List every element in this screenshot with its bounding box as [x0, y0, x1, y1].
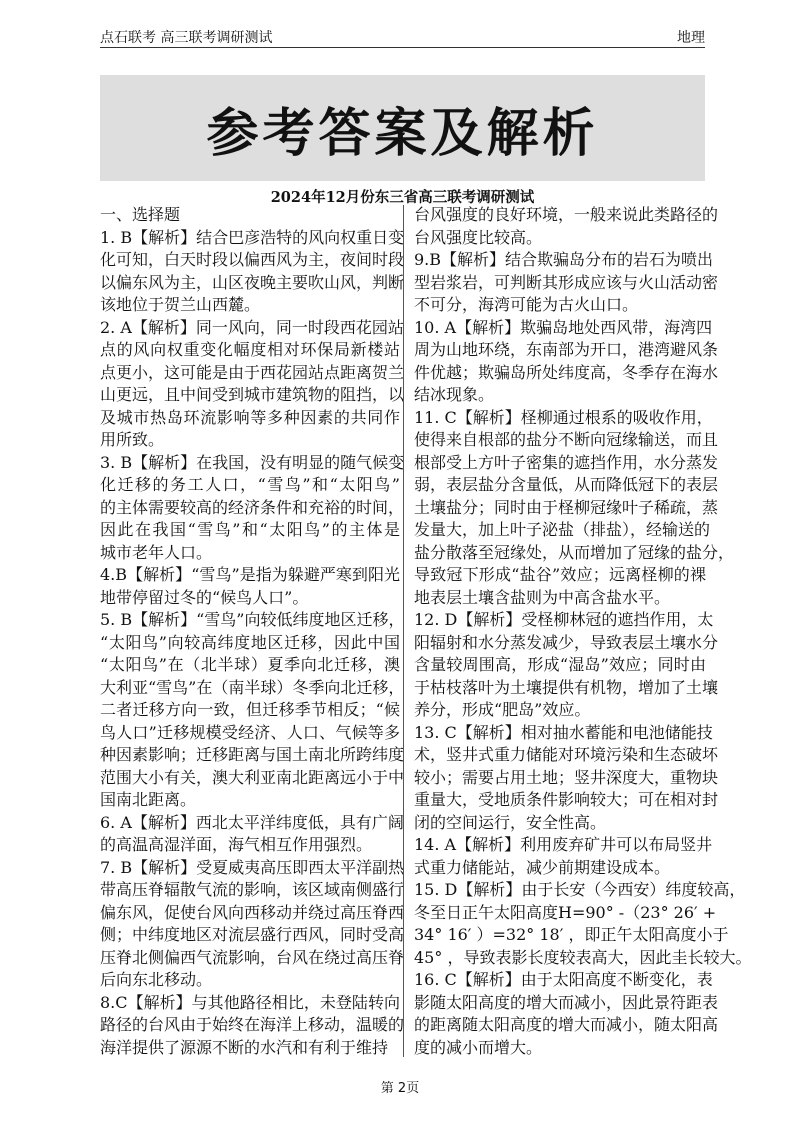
text-line: 3. B【解析】在我国，没有明显的随气候变	[100, 452, 405, 472]
text-line: “太阳鸟”在（北半球）夏季向北迁移，澳	[100, 655, 400, 674]
text-line: 闭的空间运行，安全性高。	[414, 812, 607, 832]
text-line: 45° ，导致表影长度较表高大，因此圭长较大。	[414, 947, 752, 967]
text-line: 阳辐射和水分蒸发减少，导致表层土壤水分	[414, 632, 719, 652]
text-line: 重量大，受地质条件影响较大；可在相对封	[414, 790, 719, 809]
text-line: 结冰现象。	[414, 385, 495, 404]
text-line: 导致冠下形成“盐谷”效应；远离柽柳的裸	[414, 565, 706, 584]
text-line: 6. A【解析】西北太平洋纬度低，具有广阔	[100, 812, 404, 832]
text-line: 于枯枝落叶为土壤提供有机物，增加了土壤	[414, 677, 719, 697]
answer-item	[100, 564, 400, 609]
text-line: 的高温高湿洋面，海气相互作用强烈。	[100, 835, 373, 854]
text-line: 影随太阳高度的增大而减小，因此景符距表	[414, 992, 719, 1012]
text-line: 式重力储能站，减少前期建设成本。	[414, 857, 671, 877]
text-line: 盐分散落至冠缘处，从而增加了冠缘的盐分，	[414, 542, 735, 562]
text-line: 用所致。	[100, 430, 165, 449]
answer-item	[414, 969, 719, 1059]
text-line: 化迁移的务工人口，“雪鸟”和“太阳鸟”	[100, 475, 400, 494]
header-subject: 地理	[677, 30, 705, 46]
answer-item	[100, 857, 405, 992]
header-exam-name: 点石联考 高三联考调研测试	[100, 30, 273, 46]
text-line: 化可知，白天时段以偏西风为主，夜间时段	[100, 250, 405, 269]
text-line: 12. D【解析】受柽柳林冠的遮挡作用，太	[414, 610, 714, 629]
exam-subtitle: 2024年12月份东三省高三联考调研测试	[270, 189, 535, 206]
text-line: 的距离随太阳高度的增大而减小，随太阳高	[414, 1015, 719, 1034]
text-line: 地表层土壤含盐则为中高含盐水平。	[414, 587, 671, 607]
text-line: 点更小，这可能是由于西花园站点距离贺兰	[100, 362, 405, 382]
text-line: 14. A【解析】利用废弃矿井可以布局竖井	[414, 835, 713, 854]
text-line: 不可分，海湾可能为古火山口。	[414, 295, 639, 314]
page-title: 参考答案及解析	[206, 102, 599, 164]
text-line: 台风强度比较高。	[414, 227, 543, 247]
text-line: 该地位于贺兰山西麓。	[100, 295, 261, 314]
text-line: 5. B【解析】“雪鸟”向较低纬度地区迁移，	[100, 610, 405, 629]
answer-item	[414, 249, 719, 317]
answer-item	[414, 317, 719, 407]
text-line: 13. C【解析】相对抽水蓄能和电池储能技	[414, 722, 713, 742]
text-line: 11. C【解析】柽柳通过根系的吸收作用，	[414, 407, 713, 427]
text-line: 9.B【解析】结合欺骗岛分布的岩石为喷出	[414, 250, 714, 269]
answer-item	[414, 407, 735, 610]
text-line: 国南北距离。	[100, 790, 197, 809]
text-line: 路径的台风由于始终在海洋上移动，温暖的	[100, 1015, 405, 1034]
left-column	[100, 204, 405, 1059]
text-line: 根部受上方叶子密集的遮挡作用，水分蒸发	[414, 452, 719, 472]
text-line: 的主体需要较高的经济条件和充裕的时间，	[100, 497, 405, 517]
text-line: 带高压脊辐散气流的影响，该区域南侧盛行	[100, 880, 405, 899]
text-line: 使得来自根部的盐分不断向冠缘输送，而且	[414, 430, 719, 449]
answer-item	[100, 317, 405, 452]
text-line: 以偏东风为主，山区夜晚主要吹山风，判断	[100, 272, 405, 292]
text-line: 范围大小有关，澳大利亚南北距离远小于中	[100, 767, 405, 787]
text-line: 二者迁移方向一致，但迁移季节相反；“候	[100, 700, 400, 719]
text-line: 2. A【解析】同一风向，同一时段西花园站	[100, 317, 404, 337]
text-line: 后向东北移动。	[100, 970, 213, 989]
answer-item	[414, 834, 713, 879]
answer-item	[100, 452, 405, 565]
text-line: 及城市热岛环流影响等多种因素的共同作	[100, 407, 400, 427]
text-line: 海洋提供了源源不断的水汽和有利于维持	[100, 1037, 389, 1057]
text-line: “太阳鸟”向较高纬度地区迁移，因此中国	[100, 632, 400, 652]
text-line: 点的风向权重变化幅度相对环保局新楼站	[100, 340, 400, 359]
text-line: 术，竖井式重力储能对环境污染和生态破坏	[414, 745, 719, 764]
text-line: 种因素影响；迁移距离与国土南北所跨纬度	[100, 745, 405, 764]
text-line: 侧；中纬度地区对流层盛行西风，同时受高	[100, 925, 405, 944]
text-line: 34° 16′ ）=32° 18′ ，即正午太阳高度小于	[414, 925, 729, 944]
text-line: 含量较周围高，形成“湿岛”效应；同时由	[414, 655, 706, 674]
right-column	[414, 204, 752, 1059]
answer-item	[100, 609, 405, 812]
text-line: 较小；需要占用土地；竖井深度大，重物块	[414, 767, 719, 787]
text-line: 度的减小而增大。	[414, 1037, 543, 1057]
text-line: 件优越；欺骗岛所处纬度高，冬季存在海水	[414, 362, 719, 382]
text-line: 15. D【解析】由于长安（今西安）纬度较高，	[414, 880, 746, 899]
answer-item	[414, 204, 719, 249]
text-line: 台风强度的良好环境，一般来说此类路径的	[414, 205, 719, 224]
section-heading	[100, 204, 400, 227]
text-line: 鸟人口”迁移规模受经济、人口、气候等多	[100, 722, 400, 742]
text-line: 8.C【解析】与其他路径相比，未登陆转向	[100, 992, 400, 1012]
text-line: 土壤盐分；同时由于柽柳冠缘叶子稀疏，蒸	[414, 497, 719, 517]
text-line: 弱，表层盐分含量低，从而降低冠下的表层	[414, 475, 719, 494]
title-banner	[100, 75, 705, 181]
text-line: 1. B【解析】结合巴彦浩特的风向权重日变	[100, 227, 405, 247]
text-line: 4.B【解析】“雪鸟”是指为躲避严寒到阳光	[100, 565, 400, 584]
answer-item	[414, 722, 719, 835]
text-line: 大利亚“雪鸟”在（南半球）冬季向北迁移，	[100, 677, 405, 697]
text-line: 冬至日正午太阳高度H=90° -（23° 26′ +	[414, 902, 717, 922]
answer-item	[100, 812, 404, 857]
text-line: 偏东风，促使台风向西移动并绕过高压脊西	[100, 902, 405, 922]
text-line: 7. B【解析】受夏威夷高压即西太平洋副热	[100, 857, 405, 877]
text-line: 周为山地环绕，东南部为开口，港湾避风条	[414, 340, 719, 359]
text-line: 山更远，且中间受到城市建筑物的阻挡，以	[100, 385, 405, 404]
text-line: 城市老年人口。	[100, 542, 213, 562]
column-divider	[403, 205, 404, 1057]
answer-item	[414, 879, 752, 969]
text-line: 压脊北侧偏西气流影响，台风在绕过高压脊	[100, 947, 405, 967]
answer-item	[100, 227, 405, 317]
page-number: 第 2页	[380, 1081, 420, 1096]
text-line: 地带停留过冬的“候鸟人口”。	[100, 587, 309, 607]
text-line: 发量大，加上叶子泌盐（排盐），经输送的	[414, 520, 711, 539]
text-line: 16. C【解析】由于太阳高度不断变化，表	[414, 970, 713, 989]
text-line: 一、选择题	[100, 205, 181, 224]
answer-item	[100, 992, 405, 1060]
text-line: 型岩浆岩，可判断其形成应该与火山活动密	[414, 272, 719, 292]
text-line: 养分，形成“肥岛”效应。	[414, 700, 591, 719]
text-line: 因此在我国“雪鸟”和“太阳鸟”的主体是	[100, 520, 400, 539]
page-header	[100, 30, 705, 48]
text-line: 10. A【解析】欺骗岛地处西风带，海湾四	[414, 317, 713, 337]
answer-item	[414, 609, 719, 722]
